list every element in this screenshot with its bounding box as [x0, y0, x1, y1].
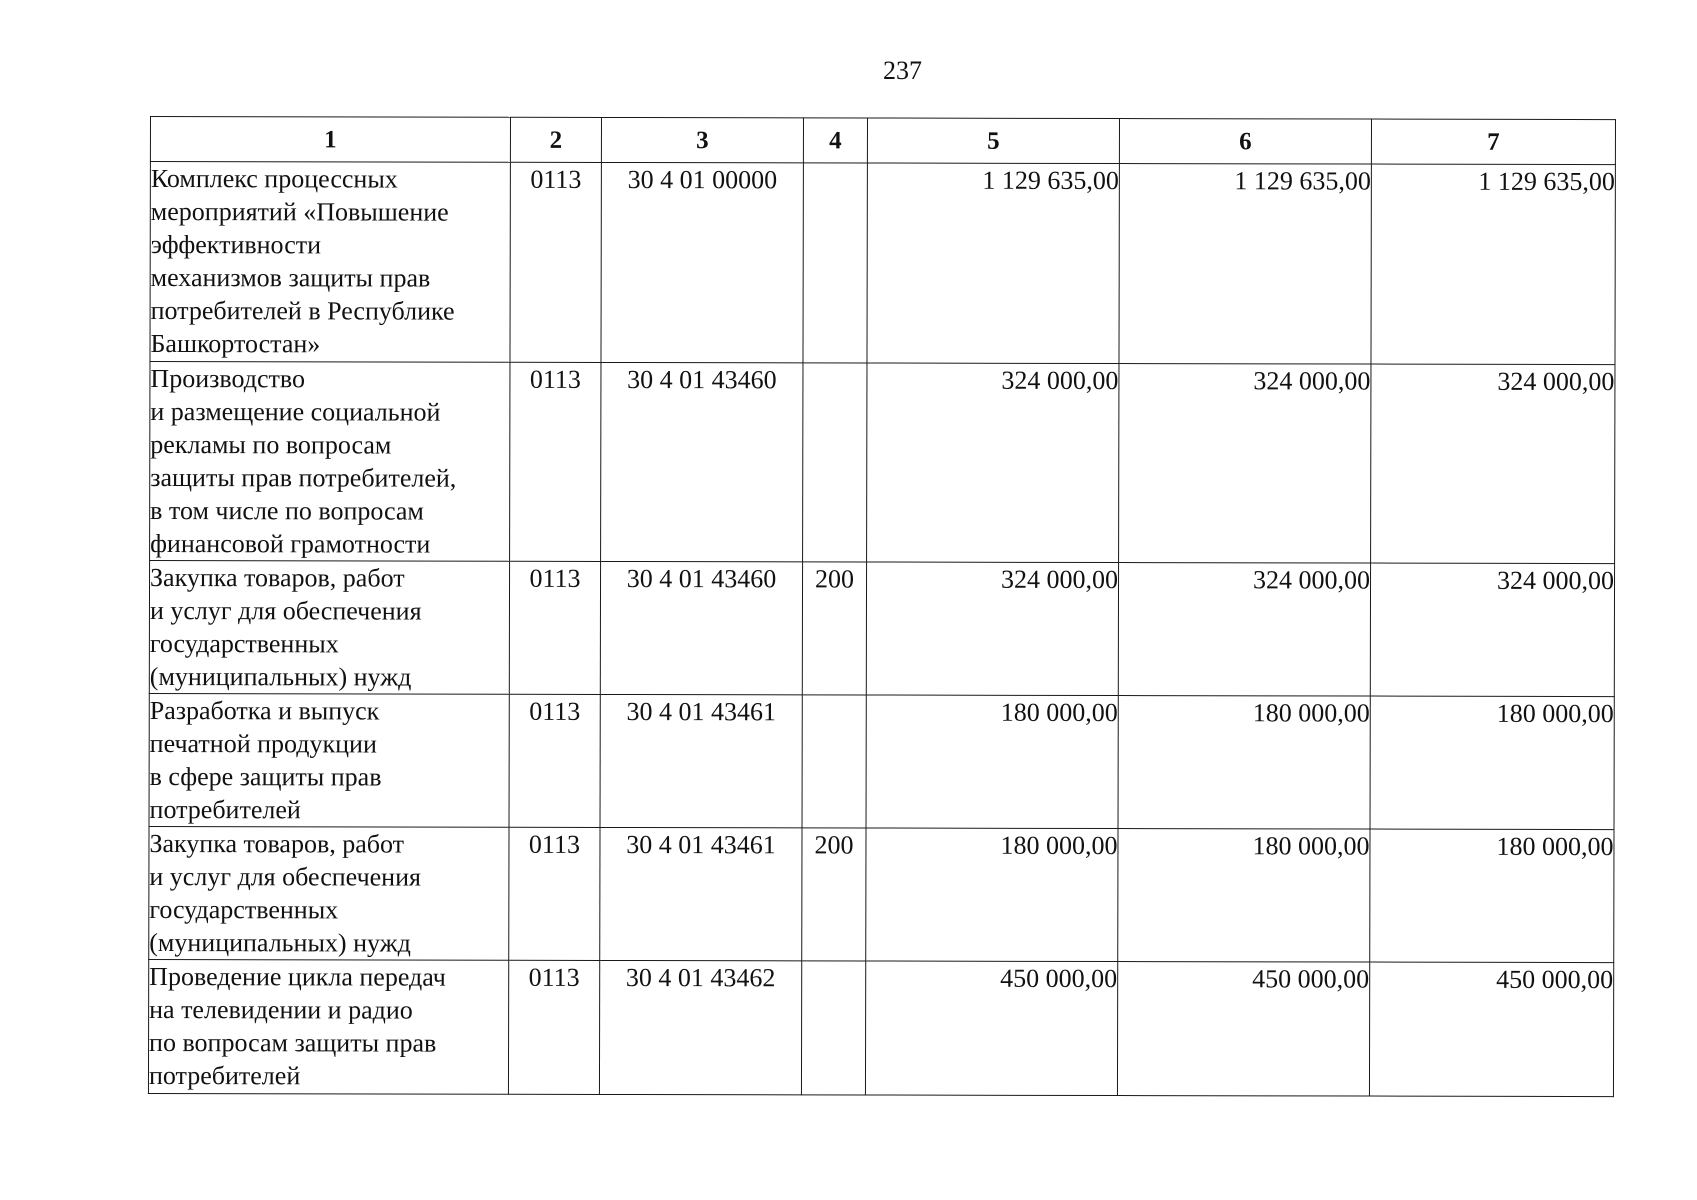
target-article-cell: 30 4 01 43461	[600, 694, 802, 827]
table-row	[150, 362, 1615, 564]
expense-type-cell	[801, 961, 865, 1095]
table-row	[148, 959, 1613, 1096]
table-row	[149, 693, 1614, 829]
section-code-cell: 0113	[510, 362, 601, 561]
row-name-cell: Разработка и выпуск печатной продукции в сфере защиты прав потребителей	[149, 693, 509, 827]
table-row	[149, 826, 1614, 962]
amount-col5-cell: 180 000,00	[866, 695, 1118, 829]
amount-col6-cell: 180 000,00	[1118, 829, 1370, 963]
target-article-cell: 30 4 01 43461	[600, 827, 802, 960]
section-code-cell: 0113	[509, 561, 600, 694]
target-article-cell: 30 4 01 43460	[600, 561, 802, 694]
target-article-cell: 30 4 01 43460	[601, 362, 803, 561]
amount-col6-cell: 450 000,00	[1117, 962, 1369, 1097]
amount-col7-cell: 450 000,00	[1369, 962, 1613, 1097]
expense-type-cell	[802, 695, 866, 828]
amount-col6-cell: 324 000,00	[1118, 563, 1370, 697]
amount-col7-cell: 324 000,00	[1370, 563, 1614, 697]
amount-col5-cell: 1 129 635,00	[867, 163, 1119, 364]
target-article-cell: 30 4 01 00000	[601, 162, 803, 362]
column-header-1: 1	[150, 117, 510, 163]
table-row	[149, 561, 1614, 697]
column-header-7: 7	[1371, 119, 1615, 165]
amount-col5-cell: 180 000,00	[866, 828, 1118, 962]
expense-type-cell: 200	[802, 562, 866, 695]
row-name-cell: Комплекс процессных мероприятий «Повышение эффективности механизмов защиты прав потребителей в Республике Башкортостан»	[150, 162, 510, 363]
section-code-cell: 0113	[510, 162, 601, 362]
column-header-5: 5	[867, 118, 1119, 164]
amount-col5-cell: 450 000,00	[865, 961, 1117, 1096]
amount-col6-cell: 1 129 635,00	[1119, 164, 1371, 365]
section-code-cell: 0113	[509, 694, 600, 827]
column-header-2: 2	[510, 117, 601, 162]
page-number: 237	[883, 56, 922, 85]
header-row	[150, 117, 1615, 165]
row-name-cell: Закупка товаров, работ и услуг для обеспечения государственных (муниципальных) нужд	[149, 561, 509, 695]
row-name-cell: Закупка товаров, работ и услуг для обеспечения государственных (муниципальных) нужд	[149, 826, 509, 960]
section-code-cell: 0113	[509, 827, 600, 960]
target-article-cell: 30 4 01 43462	[599, 960, 801, 1094]
column-header-3: 3	[601, 117, 803, 162]
row-name-cell: Проведение цикла передач на телевидении и радио по вопросам защиты прав потребителей	[148, 959, 508, 1094]
section-code-cell: 0113	[508, 960, 599, 1094]
amount-col6-cell: 324 000,00	[1119, 364, 1371, 564]
budget-table	[148, 116, 1616, 1097]
row-name-cell: Производство и размещение социальной рекламы по вопросам защиты прав потребителей, в том числе по вопросам финансовой грамотности	[150, 362, 510, 562]
amount-col5-cell: 324 000,00	[867, 363, 1119, 563]
amount-col5-cell: 324 000,00	[866, 562, 1118, 696]
column-header-4: 4	[803, 118, 867, 163]
amount-col7-cell: 180 000,00	[1370, 829, 1614, 963]
amount-col6-cell: 180 000,00	[1118, 696, 1370, 830]
amount-col7-cell: 324 000,00	[1371, 364, 1615, 564]
table-row	[150, 162, 1615, 365]
expense-type-cell	[803, 163, 867, 363]
amount-col7-cell: 180 000,00	[1370, 696, 1614, 830]
expense-type-cell	[803, 363, 867, 562]
amount-col7-cell: 1 129 635,00	[1371, 164, 1615, 365]
column-header-6: 6	[1119, 119, 1371, 165]
expense-type-cell: 200	[802, 828, 866, 961]
